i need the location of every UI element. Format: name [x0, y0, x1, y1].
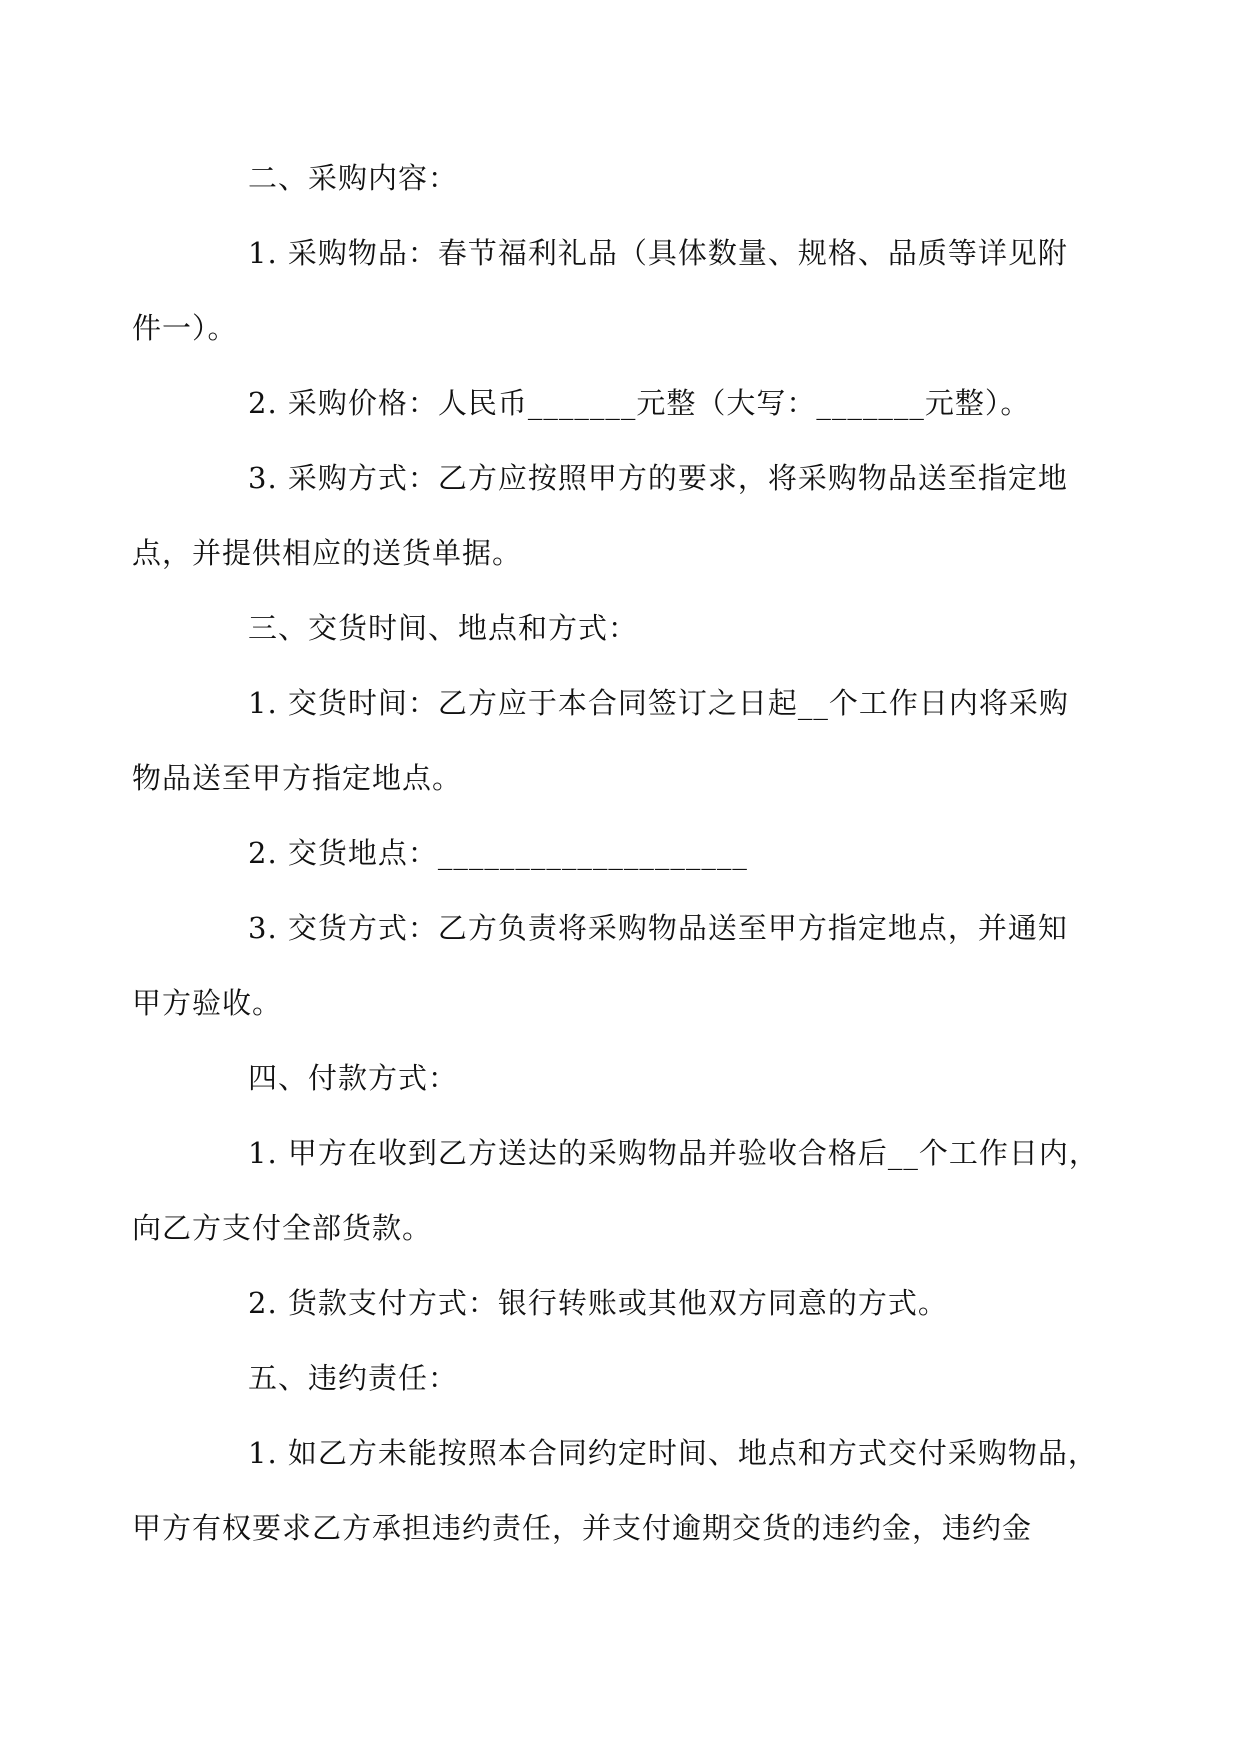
- clause-2-3: [132, 441, 1068, 591]
- clause-4-1: [132, 1116, 1099, 1266]
- section-heading-5: [190, 1341, 1060, 1416]
- text-line-continued: 物品送至甲方指定地点。: [132, 761, 463, 795]
- text-line: 3. 交货方式：乙方负责将采购物品送至甲方指定地点，并通知: [248, 911, 1068, 945]
- text-line: 2. 采购价格：人民币_______元整（大写：_______元整）。: [248, 386, 1031, 420]
- text-line: 2. 货款支付方式：银行转账或其他双方同意的方式。: [248, 1286, 948, 1320]
- text-line: 1. 甲方在收到乙方送达的采购物品并验收合格后__个工作日内，: [248, 1136, 1099, 1170]
- text-line: 2. 交货地点：____________________: [248, 836, 748, 870]
- text-line: 1. 交货时间：乙方应于本合同签订之日起__个工作日内将采购: [248, 686, 1069, 720]
- text-line: 四、付款方式：: [248, 1061, 459, 1095]
- text-line: 3. 采购方式：乙方应按照甲方的要求，将采购物品送至指定地: [248, 461, 1068, 495]
- text-line-continued: 甲方有权要求乙方承担违约责任，并支付逾期交货的违约金，违约金: [132, 1511, 1033, 1545]
- text-line: 1. 如乙方未能按照本合同约定时间、地点和方式交付采购物品，: [248, 1436, 1098, 1470]
- section-heading-2: [190, 141, 1060, 216]
- clause-5-1: [132, 1416, 1098, 1566]
- text-line-continued: 点，并提供相应的送货单据。: [132, 536, 523, 570]
- text-line-continued: 甲方验收。: [132, 986, 283, 1020]
- text-line: 1. 采购物品：春节福利礼品（具体数量、规格、品质等详见附: [248, 236, 1068, 270]
- text-line-continued: 向乙方支付全部货款。: [132, 1211, 433, 1245]
- text-line: 五、违约责任：: [248, 1361, 459, 1395]
- text-line: 二、采购内容：: [248, 161, 459, 195]
- section-heading-3: [190, 591, 1060, 666]
- section-heading-4: [190, 1041, 1060, 1116]
- clause-3-1: [132, 666, 1069, 816]
- clause-2-2: [190, 366, 1060, 441]
- text-line-continued: 件一）。: [132, 311, 238, 345]
- clause-3-3: [132, 891, 1068, 1041]
- clause-3-2: [190, 816, 1060, 891]
- text-line: 三、交货时间、地点和方式：: [248, 611, 639, 645]
- clause-4-2: [190, 1266, 1060, 1341]
- document-body: [132, 141, 1099, 1566]
- clause-2-1: [132, 216, 1068, 366]
